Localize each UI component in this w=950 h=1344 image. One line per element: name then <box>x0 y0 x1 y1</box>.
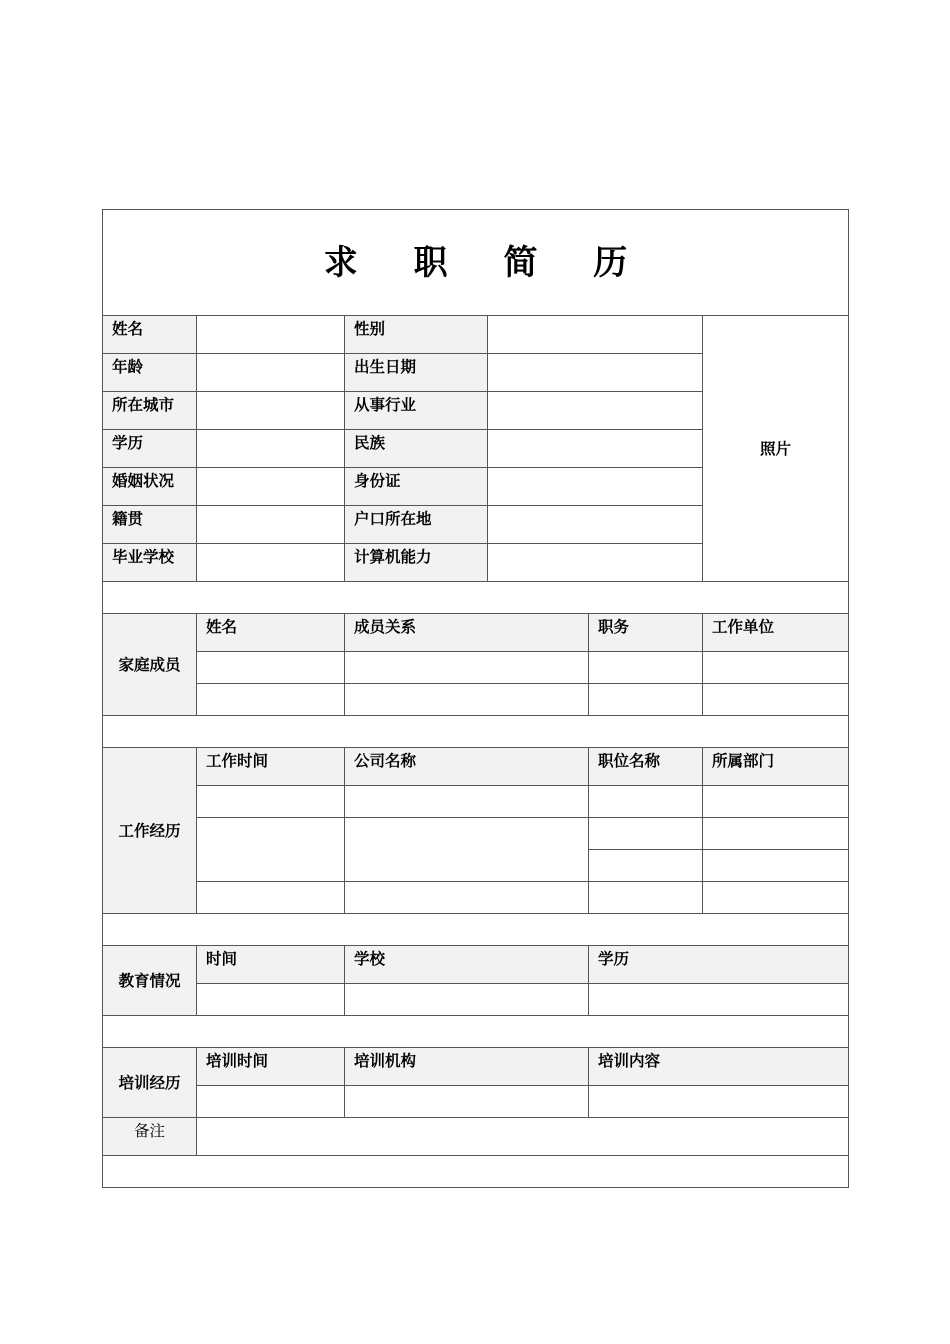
household-field[interactable] <box>488 506 703 544</box>
page-title: 求 职 简 历 <box>103 210 849 316</box>
computer-skill-label: 计算机能力 <box>345 544 488 582</box>
training-header-content: 培训内容 <box>589 1048 849 1086</box>
work-section-label: 工作经历 <box>103 748 197 914</box>
household-label: 户口所在地 <box>345 506 488 544</box>
computer-skill-field[interactable] <box>488 544 703 582</box>
family-cell[interactable] <box>589 684 703 716</box>
city-field[interactable] <box>197 392 345 430</box>
id-card-field[interactable] <box>488 468 703 506</box>
family-cell[interactable] <box>589 652 703 684</box>
family-section-label: 家庭成员 <box>103 614 197 716</box>
training-header-time: 培训时间 <box>197 1048 345 1086</box>
family-cell[interactable] <box>345 684 589 716</box>
family-cell[interactable] <box>703 652 849 684</box>
work-cell[interactable] <box>703 786 849 818</box>
work-cell[interactable] <box>197 818 345 882</box>
work-cell[interactable] <box>589 786 703 818</box>
work-cell[interactable] <box>345 786 589 818</box>
family-header-employer: 工作单位 <box>703 614 849 652</box>
work-cell[interactable] <box>345 882 589 914</box>
native-place-label: 籍贯 <box>103 506 197 544</box>
spacer-row <box>103 1156 849 1188</box>
training-cell[interactable] <box>589 1086 849 1118</box>
work-cell[interactable] <box>703 818 849 850</box>
gender-field[interactable] <box>488 316 703 354</box>
work-header-time: 工作时间 <box>197 748 345 786</box>
school-field[interactable] <box>197 544 345 582</box>
work-cell[interactable] <box>703 850 849 882</box>
family-header-position: 职务 <box>589 614 703 652</box>
education-header-degree: 学历 <box>589 946 849 984</box>
city-label: 所在城市 <box>103 392 197 430</box>
training-cell[interactable] <box>345 1086 589 1118</box>
school-label: 毕业学校 <box>103 544 197 582</box>
training-section-label: 培训经历 <box>103 1048 197 1118</box>
education-header-school: 学校 <box>345 946 589 984</box>
education-section-label: 教育情况 <box>103 946 197 1016</box>
training-cell[interactable] <box>197 1086 345 1118</box>
resume-form <box>102 209 849 1188</box>
spacer-row <box>103 1016 849 1048</box>
work-header-department: 所属部门 <box>703 748 849 786</box>
degree-label: 学历 <box>103 430 197 468</box>
work-header-title: 职位名称 <box>589 748 703 786</box>
spacer-row <box>103 914 849 946</box>
gender-label: 性别 <box>345 316 488 354</box>
education-cell[interactable] <box>345 984 589 1016</box>
spacer-row <box>103 582 849 614</box>
family-cell[interactable] <box>703 684 849 716</box>
industry-field[interactable] <box>488 392 703 430</box>
education-cell[interactable] <box>197 984 345 1016</box>
family-header-name: 姓名 <box>197 614 345 652</box>
id-card-label: 身份证 <box>345 468 488 506</box>
name-field[interactable] <box>197 316 345 354</box>
work-cell[interactable] <box>703 882 849 914</box>
name-label: 姓名 <box>103 316 197 354</box>
spacer-row <box>103 716 849 748</box>
work-cell[interactable] <box>345 818 589 882</box>
family-cell[interactable] <box>197 652 345 684</box>
marital-status-field[interactable] <box>197 468 345 506</box>
ethnicity-field[interactable] <box>488 430 703 468</box>
work-cell[interactable] <box>197 786 345 818</box>
work-cell[interactable] <box>589 818 703 850</box>
work-cell[interactable] <box>589 882 703 914</box>
birthdate-label: 出生日期 <box>345 354 488 392</box>
training-header-institution: 培训机构 <box>345 1048 589 1086</box>
birthdate-field[interactable] <box>488 354 703 392</box>
native-place-field[interactable] <box>197 506 345 544</box>
work-header-company: 公司名称 <box>345 748 589 786</box>
industry-label: 从事行业 <box>345 392 488 430</box>
degree-field[interactable] <box>197 430 345 468</box>
work-cell[interactable] <box>197 882 345 914</box>
photo-box[interactable]: 照片 <box>703 316 849 582</box>
education-cell[interactable] <box>589 984 849 1016</box>
marital-status-label: 婚姻状况 <box>103 468 197 506</box>
notes-label: 备注 <box>103 1118 197 1156</box>
age-field[interactable] <box>197 354 345 392</box>
notes-field[interactable] <box>197 1118 849 1156</box>
family-cell[interactable] <box>345 652 589 684</box>
family-cell[interactable] <box>197 684 345 716</box>
ethnicity-label: 民族 <box>345 430 488 468</box>
age-label: 年龄 <box>103 354 197 392</box>
education-header-time: 时间 <box>197 946 345 984</box>
work-cell[interactable] <box>589 850 703 882</box>
family-header-relation: 成员关系 <box>345 614 589 652</box>
